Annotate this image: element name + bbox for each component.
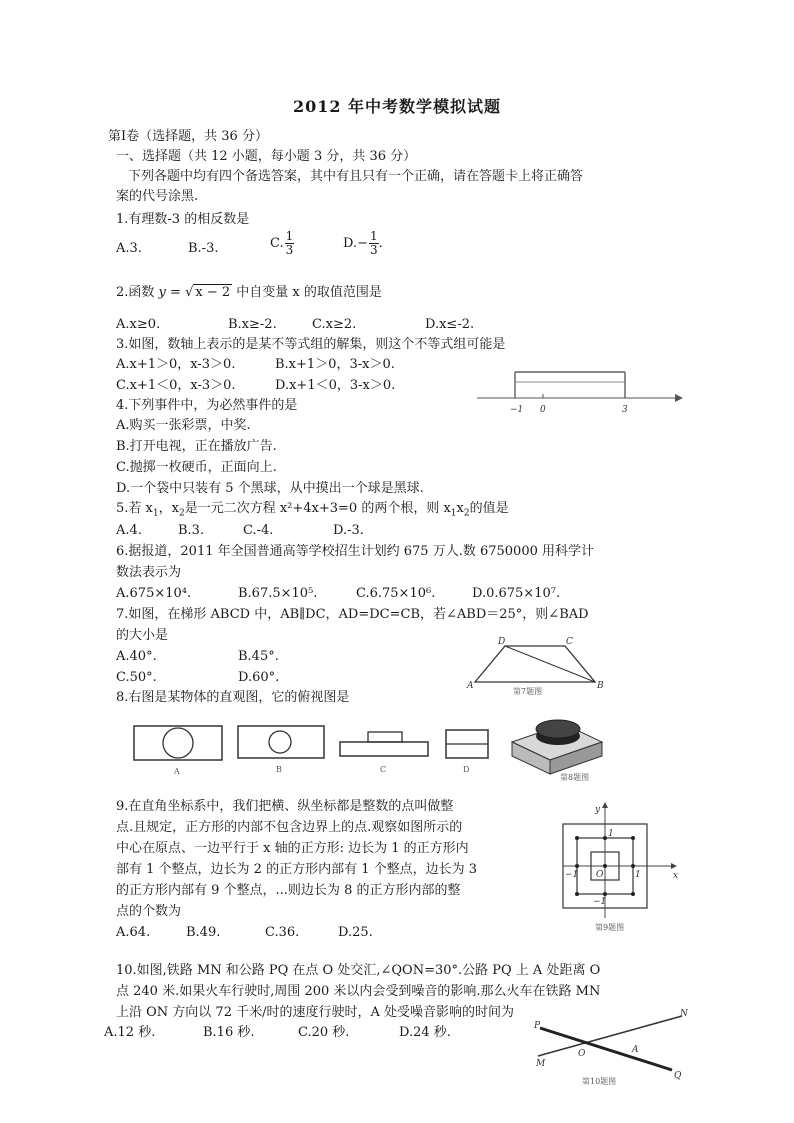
q1-d-denominator: 3: [369, 243, 378, 257]
railway-road-figure: [532, 1008, 692, 1092]
instructions-line-1: 下列各题中均有四个备选答案，其中有且只有一个正确，请在答题卡上将正确答: [128, 169, 584, 184]
sqrt-icon: √: [185, 285, 194, 300]
y-axis-label: y: [595, 805, 601, 815]
q10-option-d: D.24 秒.: [399, 1025, 451, 1040]
y-tick-neg1: −1: [593, 897, 607, 907]
q1-option-d: [343, 230, 383, 257]
q1-d-numerator: 1: [369, 229, 378, 243]
number-line-figure: [475, 360, 685, 420]
q3-option-c: C.x+1＜0，x-3＞0.: [116, 378, 236, 393]
question-10-line-2: 点 240 米.如果火车行驶时,周围 200 米以内会受到噪音的影响.那么火车在铁路 MN: [116, 984, 601, 999]
origin-label: O: [596, 870, 604, 880]
q4-option-a: A.购买一张彩票，中奖.: [116, 418, 251, 433]
lattice-point: [575, 864, 579, 868]
q9-option-d: D.25.: [338, 925, 373, 940]
x-tick-1: 1: [635, 870, 641, 880]
x-tick-neg1: −1: [565, 870, 579, 880]
q2-option-c: C.x≥2.: [312, 317, 357, 332]
question-5-text: [116, 500, 509, 523]
q2-option-d: D.x≤-2.: [425, 317, 475, 332]
label-q: Q: [674, 1071, 682, 1081]
q3-option-a: A.x+1＞0，x-3＞0.: [116, 357, 236, 372]
y-axis-arrow-icon: [602, 802, 608, 808]
q1-c-prefix: C.: [270, 236, 284, 251]
question-7-line-1: 7.如图，在梯形 ABCD 中，AB∥DC，AD=DC=CB，若∠ABD＝25°，则∠BAD: [116, 607, 589, 622]
trapezoid-shape: [475, 646, 595, 682]
vertex-d-label: D: [498, 637, 506, 647]
q5-part-5: 的值是: [469, 501, 509, 516]
q2-option-b: B.x≥-2.: [228, 317, 277, 332]
lattice-point: [631, 836, 635, 840]
q6-option-d: D.0.675×10⁷.: [472, 586, 561, 601]
q6-option-c: C.6.75×10⁶.: [356, 586, 436, 601]
section-heading: 一、选择题（共 12 小题，每小题 3 分，共 36 分）: [116, 149, 417, 164]
question-8-text: 8.右图是某物体的直观图，它的俯视图是: [116, 690, 350, 705]
figure-9-caption: 第9题图: [595, 923, 625, 932]
q10-option-b: B.16 秒.: [203, 1025, 255, 1040]
figure-10-caption: 第10题图: [582, 1077, 617, 1086]
q5-sub-4: 2: [463, 508, 470, 519]
q5-option-a: A.4.: [116, 523, 142, 538]
q3-option-b: B.x+1＞0，3-x＞0.: [275, 357, 395, 372]
option-c-top: [368, 732, 402, 742]
q2-prefix: 2.函数: [116, 285, 155, 300]
vertex-a-label: A: [467, 681, 474, 691]
q5-option-c: C.-4.: [243, 523, 274, 538]
page-title: 2012 年中考数学模拟试题: [292, 97, 502, 116]
road-pq: [540, 1028, 672, 1070]
q5-sub-2: 2: [178, 508, 185, 519]
option-a-label: A: [174, 767, 180, 776]
figure-8-caption: 第8题图: [560, 773, 590, 782]
question-3-text: 3.如图，数轴上表示的是某不等式组的解集，则这个不等式组可能是: [116, 337, 506, 352]
vertex-b-label: B: [597, 681, 604, 691]
label-o: O: [578, 1049, 586, 1059]
question-1-text: 1.有理数-3 的相反数是: [116, 212, 250, 227]
vertex-c-label: C: [566, 637, 573, 647]
lattice-point: [603, 836, 607, 840]
q7-option-c: C.50°.: [116, 670, 157, 685]
tick-label-3: 3: [622, 405, 628, 415]
label-m: M: [536, 1059, 546, 1069]
figure-7-caption: 第7题图: [513, 687, 543, 696]
q9-option-c: C.36.: [265, 925, 300, 940]
question-9-line-4: 部有 1 个整点，边长为 2 的正方形内部有 1 个整点，边长为 3: [116, 862, 478, 877]
question-4-text: 4.下列事件中，为必然事件的是: [116, 398, 298, 413]
q4-option-d: D.一个袋中只装有 5 个黑球，从中摸出一个球是黑球.: [116, 481, 424, 496]
question-9-line-5: 的正方形内部有 9 个整点，...则边长为 8 的正方形内部的整: [116, 883, 461, 898]
question-6-line-2: 数法表示为: [116, 565, 182, 580]
tick-label-0: 0: [540, 405, 546, 415]
q5-part-1: 5.若 x: [116, 501, 153, 516]
q4-option-b: B.打开电视，正在播放广告.: [116, 439, 277, 454]
q1-c-numerator: 1: [285, 229, 294, 243]
lattice-point: [575, 836, 579, 840]
question-7-line-2: 的大小是: [116, 628, 169, 643]
q1-option-b: B.-3.: [188, 241, 219, 256]
label-p: P: [534, 1021, 541, 1031]
part-heading: 第Ⅰ卷（选择题，共 36 分）: [108, 129, 268, 144]
q10-option-a: A.12 秒.: [104, 1025, 156, 1040]
trapezoid-figure: [465, 636, 615, 698]
q1-d-suffix: .: [378, 236, 383, 251]
diagonal-bd: [505, 646, 595, 682]
x-axis-label: x: [673, 871, 679, 881]
q5-part-4: x: [456, 501, 464, 516]
question-9-line-1: 9.在直角坐标系中，我们把横、纵坐标都是整数的点叫做整: [116, 799, 454, 814]
option-c-label: C: [380, 765, 387, 774]
q1-c-fraction: [285, 230, 295, 257]
q5-part-2: ，x: [158, 501, 179, 516]
q1-d-fraction: [369, 230, 379, 257]
q1-c-denominator: 3: [285, 243, 294, 257]
q1-option-c: [270, 230, 294, 257]
instructions-line-2: 案的代号涂黑.: [116, 189, 199, 204]
y-tick-1: 1: [608, 829, 614, 839]
q5-sub-1: 1: [152, 508, 159, 519]
option-d-label: D: [463, 765, 470, 774]
q5-option-d: D.-3.: [333, 523, 364, 538]
label-a: A: [632, 1045, 639, 1055]
q5-sub-3: 1: [450, 508, 457, 519]
q2-suffix: 中自变量 x 的取值范围是: [232, 285, 382, 300]
x-axis-arrow-icon: [671, 863, 677, 869]
question-6-line-1: 6.据报道，2011 年全国普通高等学校招生计划约 675 万人.数 6750000 用科学计: [116, 544, 594, 559]
question-9-line-2: 点.且规定，正方形的内部不包含边界上的点.观察如图所示的: [116, 820, 463, 835]
lattice-point: [631, 892, 635, 896]
q4-option-c: C.抛掷一枚硬币，正面向上.: [116, 460, 277, 475]
q2-option-a: A.x≥0.: [116, 317, 161, 332]
q6-option-b: B.67.5×10⁵.: [238, 586, 318, 601]
arrow-right-icon: [675, 394, 683, 402]
q5-option-b: B.3.: [178, 523, 205, 538]
q1-option-a: A.3.: [116, 241, 142, 256]
q7-option-d: D.60°.: [238, 670, 280, 685]
cylinder-top: [536, 720, 580, 738]
tick-label-neg1: −1: [510, 405, 524, 415]
q2-variable-y: y: [158, 285, 166, 300]
question-9-line-3: 中心在原点、一边平行于 x 轴的正方形: 边长为 1 的正方形内: [116, 841, 469, 856]
option-a-circle: [163, 728, 193, 758]
question-9-line-6: 点的个数为: [116, 904, 182, 919]
q2-equals: =: [165, 285, 186, 300]
top-view-options-figure: [130, 712, 610, 782]
q10-option-c: C.20 秒.: [298, 1025, 350, 1040]
q7-option-a: A.40°.: [116, 649, 157, 664]
q1-d-prefix: D.−: [343, 236, 368, 251]
option-b-label: B: [276, 765, 282, 774]
lattice-point: [603, 892, 607, 896]
lattice-point: [575, 892, 579, 896]
label-n: N: [680, 1009, 688, 1019]
lattice-point: [631, 864, 635, 868]
question-10-line-3: 上沿 ON 方向以 72 千米/时的速度行驶时，A 处受噪音影响的时间为: [116, 1005, 515, 1020]
question-2-text: [116, 284, 382, 302]
option-c-base: [340, 742, 428, 756]
q2-radicand: x − 2: [195, 285, 231, 300]
q7-option-b: B.45°.: [238, 649, 279, 664]
q9-option-b: B.49.: [186, 925, 221, 940]
q9-option-a: A.64.: [116, 925, 151, 940]
q6-option-a: A.675×10⁴.: [116, 586, 192, 601]
question-10-line-1: 10.如图,铁路 MN 和公路 PQ 在点 O 处交汇,∠QON=30°.公路 PQ 上 A 处距离 O: [116, 963, 601, 978]
option-a-rect: [134, 726, 222, 760]
q3-option-d: D.x+1＜0，3-x＞0.: [275, 378, 396, 393]
solid-object-figure: [512, 720, 602, 782]
coordinate-squares-figure: [555, 802, 685, 938]
option-b-circle: [269, 731, 291, 753]
lattice-point: [603, 864, 607, 868]
q5-part-3: 是一元二次方程 x²+4x+3=0 的两个根，则 x: [184, 501, 451, 516]
